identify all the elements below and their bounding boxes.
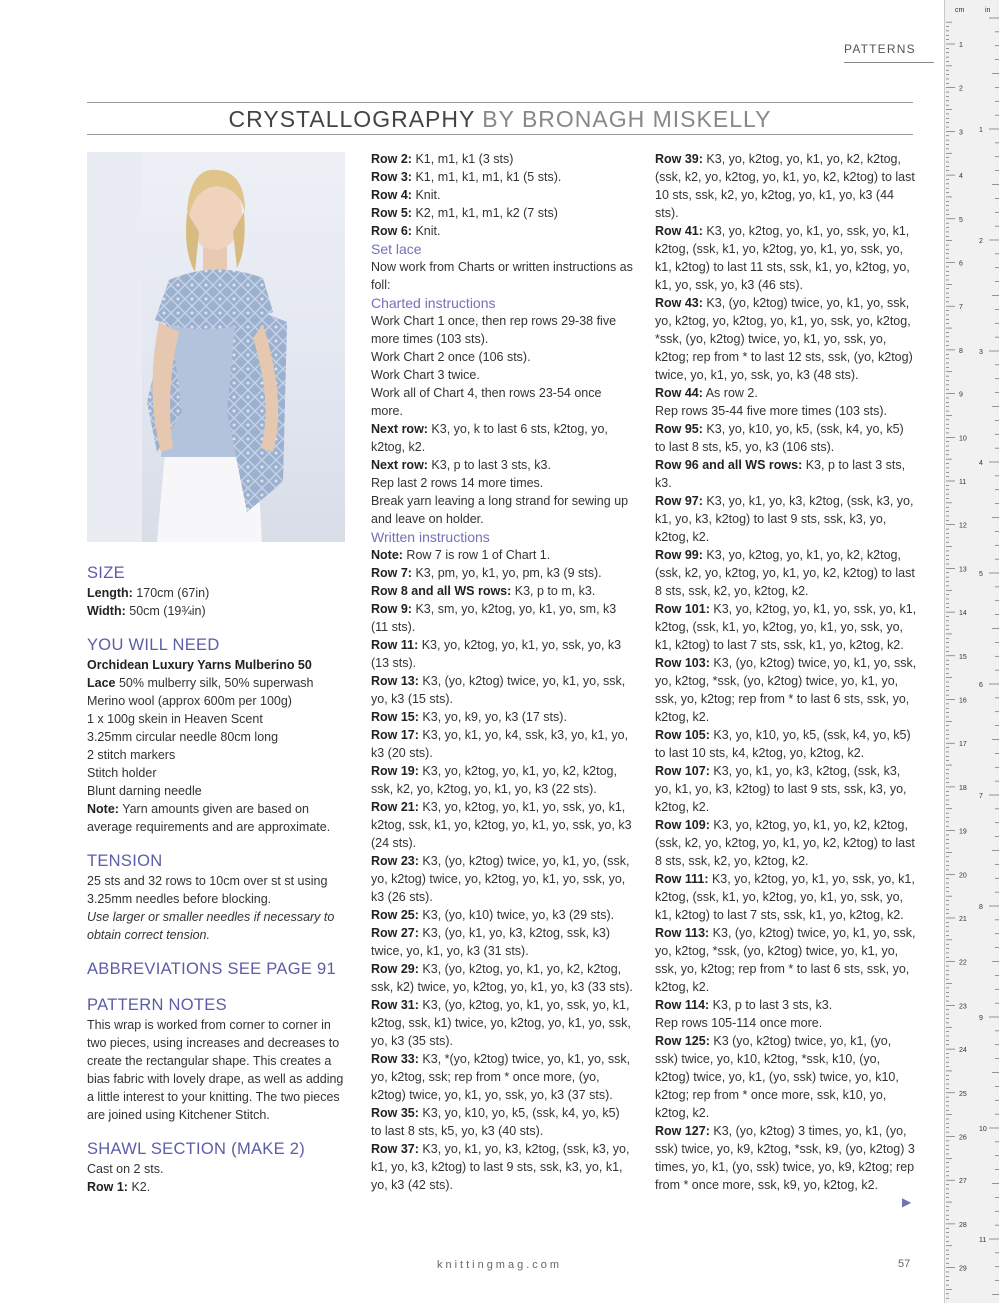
ruler-cm-label: 13 <box>959 566 967 574</box>
row-1-instruction: Row 1: K2. <box>87 1180 151 1194</box>
row-text: Rep rows 35-44 five more times (103 sts). <box>655 404 888 418</box>
instruction-line <box>655 924 917 996</box>
row-text: K1, m1, k1 (3 sts) <box>411 152 514 166</box>
row-text: K3, p to last 3 sts, k3. <box>655 458 906 490</box>
row-text: K3, yo, k2tog, yo, k1, yo, k2, k2tog, ssk, k2, yo, k2tog, yo, k1, yo, k3 (22 sts). <box>371 764 617 796</box>
ruler-cm-label: 1 <box>959 42 963 49</box>
instruction-line <box>371 204 633 222</box>
row-label: Row 43: <box>655 296 703 310</box>
ruler-cm-label: 21 <box>959 916 967 923</box>
row-label: Row 3: <box>371 170 412 184</box>
ruler-in-unit: in <box>985 7 991 14</box>
row-text: K3, (yo, k2tog) 3 times, yo, k1, (yo, ssk) twice, yo, k9, k2tog, *ssk, k9, (yo, k2tog) 3 times, yo, k1, (yo, ssk) twice, yo, k9, k2tog; rep from * once more, ssk, k9, yo, k2tog, k2. <box>655 1124 915 1192</box>
row-label: Row 25: <box>371 908 419 922</box>
shawl-section-heading: SHAWL SECTION (MAKE 2) <box>87 1140 306 1158</box>
yarn-name: Orchidean Luxury Yarns Mulberino 50 <box>87 658 312 672</box>
row-text: K3, yo, k2tog, yo, k1, yo, ssk, yo, k1, k2tog, ssk, k1, yo, k2tog, yo, k1, yo, ssk, yo, k3 (24 sts). <box>371 800 632 850</box>
row-label: Row 41: <box>655 224 703 238</box>
row-text: As row 2. <box>702 386 758 400</box>
instruction-line <box>371 150 633 168</box>
size-width: Width: 50cm (19¾in) <box>87 604 206 618</box>
ruler-cm-label: 7 <box>959 304 963 312</box>
row-label: Row 7: <box>371 566 412 580</box>
row-text: K3, yo, k10, yo, k5, (ssk, k4, yo, k5) to last 8 sts, k5, yo, k3 (40 sts). <box>371 1106 620 1138</box>
instruction-line <box>371 600 633 636</box>
row-label: Row 37: <box>371 1142 419 1156</box>
instruction-line <box>371 582 633 600</box>
instruction-line <box>371 312 633 348</box>
row-text: Rep rows 105-114 once more. <box>655 1016 823 1030</box>
row-label: Row 2: <box>371 152 412 166</box>
instruction-line <box>655 222 917 294</box>
row-label: Row 107: <box>655 764 710 778</box>
instruction-line <box>655 654 917 726</box>
ruler-cm-label: 28 <box>959 1221 967 1229</box>
middle-column <box>371 150 633 1194</box>
instruction-line <box>655 456 917 492</box>
need-line: Merino wool (approx 600m per 100g) <box>87 694 292 708</box>
right-column <box>655 150 917 1194</box>
instruction-line <box>655 726 917 762</box>
row-label: Row 35: <box>371 1106 419 1120</box>
row-text: K3 (yo, k2tog) twice, yo, k1, (yo, ssk) twice, yo, k10, k2tog, *ssk, k10, (yo, k2tog) twice, yo, k1, (yo, ssk) twice, yo, k10, k2tog; rep from * once more, ssk, k10, yo, k2tog, k2. <box>655 1034 899 1120</box>
instruction-line <box>655 546 917 600</box>
abbreviations-heading: ABBREVIATIONS SEE PAGE 91 <box>87 960 336 978</box>
page-number: 57 <box>898 1258 911 1270</box>
row-text: K3, *(yo, k2tog) twice, yo, k1, yo, ssk, yo, k2tog, ssk; rep from * once more, (yo, k2tog) twice, yo, k1, yo, ssk, yo, k3 (37 sts). <box>371 1052 631 1102</box>
ruler-cm-label: 14 <box>959 610 967 618</box>
ruler-cm-label: 10 <box>959 435 967 443</box>
section-subheading: Charted instructions <box>371 295 496 311</box>
ruler-in-label: 7 <box>979 793 983 800</box>
title-top-rule <box>87 102 913 103</box>
ruler-in-label: 2 <box>979 238 983 245</box>
row-text: K3, (yo, k2tog, yo, k1, yo, ssk, yo, k1, k2tog, ssk, k1) twice, yo, k2tog, yo, k1, yo, ssk, yo, k3 (35 sts). <box>371 998 631 1048</box>
row-label: Row 111: <box>655 872 709 886</box>
ruler-cm-label: 5 <box>959 216 963 224</box>
row-label: Row 113: <box>655 926 710 940</box>
continued-arrow-icon: ▶ <box>902 1195 912 1209</box>
instruction-line <box>371 672 633 708</box>
ruler-cm-label: 11 <box>959 479 967 486</box>
instruction-line <box>655 1014 917 1032</box>
row-label: Row 27: <box>371 926 419 940</box>
instruction-line <box>371 420 633 456</box>
title-bottom-rule <box>87 134 913 135</box>
instruction-line <box>371 222 633 240</box>
row-label: Row 31: <box>371 998 419 1012</box>
ruler-graphic <box>945 0 999 1303</box>
row-label: Row 23: <box>371 854 419 868</box>
instruction-line <box>371 906 633 924</box>
row-text: K3, yo, k2tog, yo, k1, yo, k2, k2tog, (ssk, k2, yo, k2tog, yo, k1, yo, k2, k2tog) to last 8 sts, ssk, k2, yo, k2tog, k2. <box>655 548 915 598</box>
ruler-cm-label: 15 <box>959 653 967 661</box>
row-text: K3, (yo, k2tog) twice, yo, k1, yo, ssk, yo, k3 (15 sts). <box>371 674 626 706</box>
instruction-line <box>371 1104 633 1140</box>
instruction-line <box>371 186 633 204</box>
row-text: K3, yo, k2tog, yo, k1, yo, ssk, yo, k3 (13 sts). <box>371 638 622 670</box>
cast-on-text: Cast on 2 sts. <box>87 1162 164 1176</box>
row-text: K3, yo, k2tog, yo, k1, yo, ssk, yo, k1, k2tog, (ssk, k1, yo, k2tog, yo, k1, yo, ssk, yo, k1, k2tog) to last 11 sts, ssk, k1, yo, k2tog, yo, k1, yo, ssk, yo, k3 (46 sts). <box>655 224 910 292</box>
row-text: K3, pm, yo, k1, yo, pm, k3 (9 sts). <box>411 566 602 580</box>
instruction-line <box>655 1122 917 1194</box>
row-text: Now work from Charts or written instructions as foll: <box>371 260 633 292</box>
row-label: Row 114: <box>655 998 710 1012</box>
instruction-line <box>371 798 633 852</box>
ruler-cm-label: 8 <box>959 347 963 355</box>
row-label: Row 109: <box>655 818 710 832</box>
row-label: Row 19: <box>371 764 419 778</box>
size-heading: SIZE <box>87 564 125 582</box>
row-label: Row 4: <box>371 188 412 202</box>
left-column <box>87 562 349 1196</box>
instruction-line <box>371 726 633 762</box>
instruction-line <box>371 168 633 186</box>
row-label: Row 105: <box>655 728 710 742</box>
ruler-cm-label: 2 <box>959 85 963 93</box>
ruler-cm-label: 4 <box>959 173 963 181</box>
section-subheading: Written instructions <box>371 529 490 545</box>
row-text: K3, (yo, k2tog) twice, yo, k1, yo, ssk, yo, k2tog, *ssk, (yo, k2tog) twice, yo, k1, yo, ssk, yo, k2tog; rep from * to last 6 sts, ssk, yo, k2tog, k2. <box>655 926 916 994</box>
model-illustration <box>87 152 345 542</box>
instruction-line <box>655 420 917 456</box>
row-label: Row 9: <box>371 602 412 616</box>
ruler-in-label: 8 <box>979 904 983 911</box>
row-text: K3, yo, k2tog, yo, k1, yo, ssk, yo, k1, k2tog, (ssk, k1, yo, k2tog, yo, k1, yo, ssk, yo, k1, k2tog) to last 7 sts, ssk, k1, yo, k2tog, k2. <box>655 602 917 652</box>
tension-heading: TENSION <box>87 852 163 870</box>
row-text: Rep last 2 rows 14 more times. <box>371 476 544 490</box>
instruction-line <box>655 762 917 816</box>
ruler-cm-label: 17 <box>959 741 967 749</box>
row-text: K3, yo, k2tog, yo, k1, yo, ssk, yo, k1, k2tog, (ssk, k1, yo, k2tog, yo, k1, yo, ssk, yo, k1, k2tog) to last 7 sts, ssk, k1, yo, k2tog, k2. <box>655 872 915 922</box>
instruction-line <box>371 996 633 1050</box>
page-title <box>87 104 913 134</box>
instruction-line <box>371 960 633 996</box>
row-text: K3, (yo, k2tog) twice, yo, k1, yo, ssk, yo, k2tog, yo, k2tog, yo, k1, yo, ssk, yo, k2tog, *ssk, (yo, k2tog) twice, yo, k1, yo, ssk, yo, k2tog; rep from * to last 12 sts, ssk, (yo, k2tog) twice, yo, k1, yo, ssk, yo, k3 (48 sts). <box>655 296 913 382</box>
yarn-note: Note: Yarn amounts given are based on average requirements and are approximate. <box>87 802 331 834</box>
instruction-line <box>371 546 633 564</box>
row-text: Work Chart 2 once (106 sts). <box>371 350 531 364</box>
need-line: Stitch holder <box>87 766 157 780</box>
ruler-in-label: 9 <box>979 1015 983 1022</box>
tension-note: Use larger or smaller needles if necessary to obtain correct tension. <box>87 910 335 942</box>
row-label: Row 15: <box>371 710 419 724</box>
ruler-cm-label: 16 <box>959 697 967 705</box>
row-text: Break yarn leaving a long strand for sewing up and leave on holder. <box>371 494 629 526</box>
row-text: K3, sm, yo, k2tog, yo, k1, yo, sm, k3 (11 sts). <box>371 602 617 634</box>
row-label: Row 101: <box>655 602 710 616</box>
pattern-notes-heading: PATTERN NOTES <box>87 996 227 1014</box>
row-text: Row 7 is row 1 of Chart 1. <box>402 548 551 562</box>
row-text: K3, (yo, k2tog) twice, yo, k1, yo, ssk, yo, k2tog, *ssk, (yo, k2tog) twice, yo, k1, yo, ssk, yo, k2tog; rep from * to last 6 sts, ssk, yo, k2tog, k2. <box>655 656 917 724</box>
instruction-line <box>371 1140 633 1194</box>
row-text: Work all of Chart 4, then rows 23-54 once more. <box>371 386 602 418</box>
instruction-line <box>371 492 633 528</box>
need-line: 1 x 100g skein in Heaven Scent <box>87 712 263 726</box>
you-will-need-heading: YOU WILL NEED <box>87 636 220 654</box>
row-label: Row 6: <box>371 224 412 238</box>
row-text: K3, yo, k9, yo, k3 (17 sts). <box>418 710 567 724</box>
row-text: K3, (yo, k1, yo, k3, k2tog, ssk, k3) twice, yo, k1, yo, k3 (31 sts). <box>371 926 610 958</box>
ruler-cm-label: 29 <box>959 1265 967 1273</box>
ruler-cm-label: 9 <box>959 391 963 399</box>
row-text: K3, yo, k to last 6 sts, k2tog, yo, k2tog, k2. <box>371 422 608 454</box>
ruler <box>944 0 999 1303</box>
row-text: K3, yo, k1, yo, k3, k2tog, (ssk, k3, yo, k1, yo, k3, k2tog) to last 9 sts, ssk, k3, yo, k2tog, k2. <box>655 764 907 814</box>
ruler-cm-label: 12 <box>959 522 967 530</box>
row-label: Row 97: <box>655 494 703 508</box>
row-text: K3, yo, k1, yo, k4, ssk, k3, yo, k1, yo, k3 (20 sts). <box>371 728 629 760</box>
row-label: Row 5: <box>371 206 412 220</box>
ruler-cm-label: 27 <box>959 1178 967 1186</box>
model-photo <box>87 152 345 542</box>
row-label: Row 8 and all WS rows: <box>371 584 512 598</box>
row-text: Knit. <box>411 224 441 238</box>
pattern-name: CRYSTALLOGRAPHY <box>228 106 475 132</box>
footer-site: knittingmag.com <box>436 1259 563 1271</box>
row-text: K3, yo, k2tog, yo, k1, yo, k2, k2tog, (ssk, k2, yo, k2tog, yo, k1, yo, k2, k2tog) to last 10 sts, ssk, k2, yo, k2tog, yo, k1, yo, k3 (44 sts). <box>655 152 915 220</box>
instruction-line <box>655 150 917 222</box>
instruction-line <box>371 564 633 582</box>
instruction-line <box>371 708 633 726</box>
instruction-line <box>655 294 917 384</box>
instruction-line <box>655 870 917 924</box>
instruction-line <box>371 258 633 294</box>
need-line: 3.25mm circular needle 80cm long <box>87 730 279 744</box>
instruction-line <box>655 816 917 870</box>
yarn-lace-composition: Lace 50% mulberry silk, 50% superwash <box>87 676 314 690</box>
row-label: Row 103: <box>655 656 710 670</box>
designer-byline: BY BRONAGH MISKELLY <box>482 106 772 132</box>
instruction-line <box>371 366 633 384</box>
instruction-line <box>371 852 633 906</box>
ruler-cm-unit: cm <box>955 7 965 14</box>
row-text: K3, yo, k10, yo, k5, (ssk, k4, yo, k5) to last 10 sts, k4, k2tog, yo, k2tog, k2. <box>655 728 911 760</box>
row-text: K1, m1, k1, m1, k1 (5 sts). <box>411 170 562 184</box>
row-text: K3, (yo, k2tog, yo, k1, yo, k2, k2tog, ssk, k2) twice, yo, k2tog, yo, k1, yo, k3 (33 sts). <box>371 962 633 994</box>
ruler-cm-label: 26 <box>959 1134 967 1142</box>
row-label: Next row: <box>371 422 428 436</box>
instruction-line <box>371 348 633 366</box>
row-label: Row 29: <box>371 962 419 976</box>
row-text: Work Chart 1 once, then rep rows 29-38 five more times (103 sts). <box>371 314 617 346</box>
ruler-cm-label: 18 <box>959 784 967 792</box>
instruction-line <box>371 762 633 798</box>
row-label: Row 33: <box>371 1052 419 1066</box>
row-text: K3, yo, k1, yo, k3, k2tog, (ssk, k3, yo, k1, yo, k3, k2tog) to last 9 sts, ssk, k3, yo, k2tog, k2. <box>655 494 914 544</box>
ruler-cm-label: 24 <box>959 1047 967 1055</box>
row-label: Next row: <box>371 458 428 472</box>
row-text: K3, yo, k2tog, yo, k1, yo, k2, k2tog, (ssk, k2, yo, k2tog, yo, k1, yo, k2, k2tog) to last 8 sts, ssk, k2, yo, k2tog, k2. <box>655 818 915 868</box>
row-label: Row 13: <box>371 674 419 688</box>
ruler-cm-label: 20 <box>959 872 967 880</box>
row-text: Knit. <box>411 188 441 202</box>
tension-text: 25 sts and 32 rows to 10cm over st st using 3.25mm needles before blocking. <box>87 874 328 906</box>
row-text: K3, yo, k1, yo, k3, k2tog, (ssk, k3, yo, k1, yo, k3, k2tog) to last 9 sts, ssk, k3, yo, k1, yo, k3 (42 sts). <box>371 1142 630 1192</box>
ruler-in-label: 11 <box>979 1237 987 1244</box>
row-text: K3, (yo, k2tog) twice, yo, k1, yo, (ssk, yo, k2tog) twice, yo, k2tog, yo, k1, yo, ssk, yo, k3 (26 sts). <box>371 854 630 904</box>
ruler-in-label: 10 <box>979 1126 987 1133</box>
instruction-line <box>371 924 633 960</box>
instruction-line <box>655 996 917 1014</box>
ruler-in-label: 5 <box>979 571 983 578</box>
pattern-notes-text: This wrap is worked from corner to corner in two pieces, using increases and decreases to create the rectangular shape. This creates a bias fabric with lovely drape, as well as adding a little interest to your knitting. The two pieces are joined using Kitchener Stitch. <box>87 1018 344 1122</box>
instruction-line <box>371 384 633 420</box>
row-label: Row 95: <box>655 422 703 436</box>
row-label: Row 11: <box>371 638 419 652</box>
size-length: Length: 170cm (67in) <box>87 586 210 600</box>
row-text: K3, yo, k10, yo, k5, (ssk, k4, yo, k5) to last 8 sts, k5, yo, k3 (106 sts). <box>655 422 904 454</box>
instruction-line <box>371 1050 633 1104</box>
instruction-line <box>371 456 633 474</box>
ruler-cm-label: 3 <box>959 129 963 137</box>
row-text: K2, m1, k1, m1, k2 (7 sts) <box>411 206 558 220</box>
row-label: Row 39: <box>655 152 703 166</box>
row-text: K3, (yo, k10) twice, yo, k3 (29 sts). <box>418 908 615 922</box>
row-text: K3, p to last 3 sts, k3. <box>709 998 833 1012</box>
ruler-cm-label: 6 <box>959 260 963 268</box>
instruction-line <box>655 600 917 654</box>
row-label: Row 17: <box>371 728 419 742</box>
row-text: Work Chart 3 twice. <box>371 368 480 382</box>
ruler-cm-label: 25 <box>959 1090 967 1098</box>
row-text: K3, p to m, k3. <box>511 584 596 598</box>
row-label: Row 99: <box>655 548 703 562</box>
row-text: K3, p to last 3 sts, k3. <box>427 458 551 472</box>
instruction-line <box>655 402 917 420</box>
row-label: Row 125: <box>655 1034 710 1048</box>
ruler-in-label: 6 <box>979 682 983 689</box>
row-label: Row 127: <box>655 1124 710 1138</box>
section-subheading: Set lace <box>371 241 422 257</box>
row-label: Row 21: <box>371 800 419 814</box>
instruction-line <box>655 384 917 402</box>
row-label: Row 96 and all WS rows: <box>655 458 803 472</box>
instruction-line <box>371 636 633 672</box>
need-line: 2 stitch markers <box>87 748 176 762</box>
row-label: Note: <box>371 548 403 562</box>
row-label: Row 44: <box>655 386 703 400</box>
instruction-line <box>371 474 633 492</box>
ruler-in-label: 3 <box>979 349 983 356</box>
ruler-cm-label: 19 <box>959 828 967 836</box>
ruler-cm-label: 23 <box>959 1003 967 1011</box>
ruler-in-label: 4 <box>979 460 983 467</box>
ruler-cm-label: 22 <box>959 959 967 967</box>
instruction-line <box>655 1032 917 1122</box>
instruction-line <box>655 492 917 546</box>
need-line: Blunt darning needle <box>87 784 202 798</box>
ruler-in-label: 1 <box>979 127 983 134</box>
section-label: PATTERNS <box>844 42 934 63</box>
